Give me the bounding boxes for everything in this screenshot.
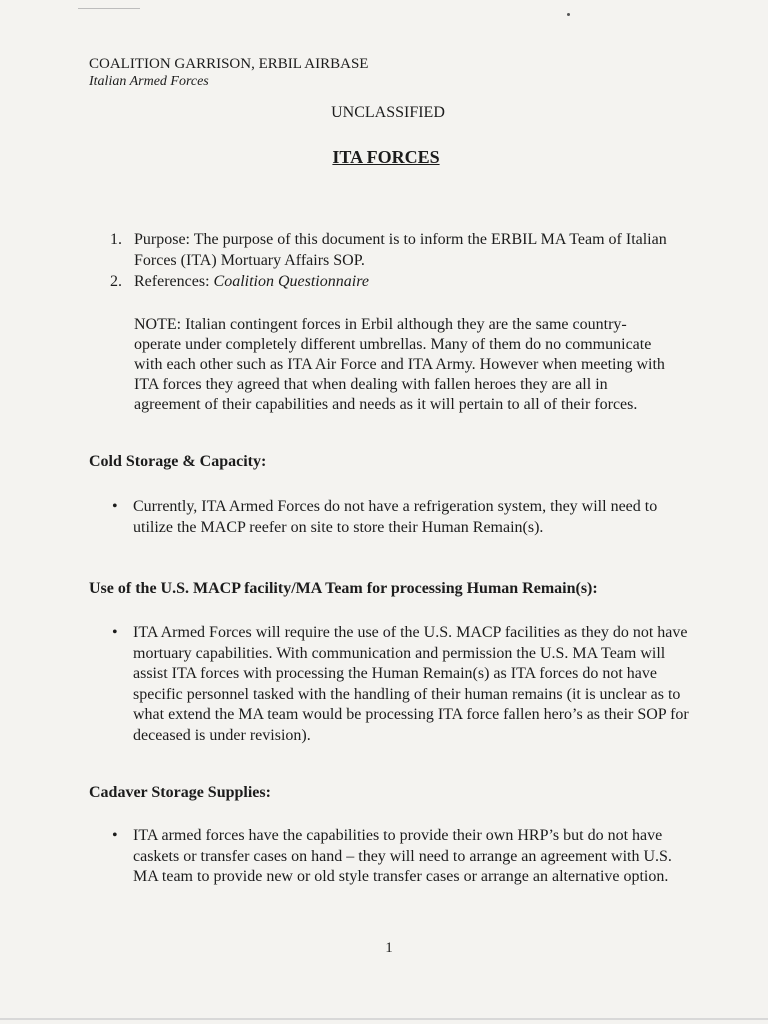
references-label: References:: [134, 273, 214, 290]
page-number-text: 1: [385, 940, 393, 956]
scan-artifact-edge: [0, 1018, 768, 1020]
list-number: 1.: [110, 231, 122, 248]
bullet-marker: •: [112, 498, 118, 515]
list-item-purpose: [110, 229, 680, 271]
scan-artifact-dot: [567, 13, 570, 16]
bullet-cadaver-storage: [112, 826, 693, 888]
references-value: Coalition Questionnaire: [213, 273, 369, 290]
header-subtitle: Italian Armed Forces: [89, 74, 209, 89]
document-header: [89, 56, 368, 90]
title-text: ITA FORCES: [332, 147, 440, 167]
classification-text: UNCLASSIFIED: [331, 104, 445, 121]
section-heading-cadaver-storage: Cadaver Storage Supplies:: [89, 784, 271, 801]
bullet-macp-facility: [112, 623, 693, 746]
classification-marking: [0, 104, 768, 122]
bullet-marker: •: [112, 827, 118, 844]
list-number: 2.: [110, 273, 122, 290]
document-title: [0, 147, 768, 168]
numbered-list: [110, 229, 680, 292]
section-heading-cold-storage: Cold Storage & Capacity:: [89, 453, 267, 470]
purpose-text: Purpose: The purpose of this document is to inform the ERBIL MA Team of Italian Forces (ITA) Mortuary Affairs SOP.: [134, 231, 667, 269]
note-paragraph: NOTE: Italian contingent forces in Erbil although they are the same country- operate under completely different umbrellas. Many of them do no communicate with each other such as ITA Air Force and ITA Army. However when meeting with ITA forces they agreed that when dealing with fallen heroes they are all in agreement of their capabilities and needs as it will pertain to all of their forces.: [134, 316, 665, 413]
bullet-marker: •: [112, 624, 118, 641]
bullet-text: ITA Armed Forces will require the use of the U.S. MACP facilities as they do not have mortuary capabilities. With communication and permission the U.S. MA Team will assist ITA forces with processing the Human Remain(s) as ITA forces do not have specific personnel tasked with the handling of their human remains (it is unclear as to what extend the MA team would be processing ITA force fallen hero’s as their SOP for deceased is under revision).: [133, 624, 689, 744]
header-org: COALITION GARRISON, ERBIL AIRBASE: [89, 56, 369, 72]
bullet-text: Currently, ITA Armed Forces do not have a refrigeration system, they will need to utilize the MACP reefer on site to store their Human Remain(s).: [133, 498, 658, 536]
page-number: [0, 940, 768, 957]
section-heading-macp-facility: Use of the U.S. MACP facility/MA Team for processing Human Remain(s):: [89, 580, 598, 597]
scan-artifact-line: [78, 8, 140, 9]
bullet-text: ITA armed forces have the capabilities to provide their own HRP’s but do not have caskets or transfer cases on hand – they will need to arrange an agreement with U.S. MA team to provide new or old style transfer cases or arrange an alternative option.: [133, 827, 672, 885]
list-item-references: [110, 271, 680, 292]
bullet-cold-storage: [112, 497, 693, 538]
